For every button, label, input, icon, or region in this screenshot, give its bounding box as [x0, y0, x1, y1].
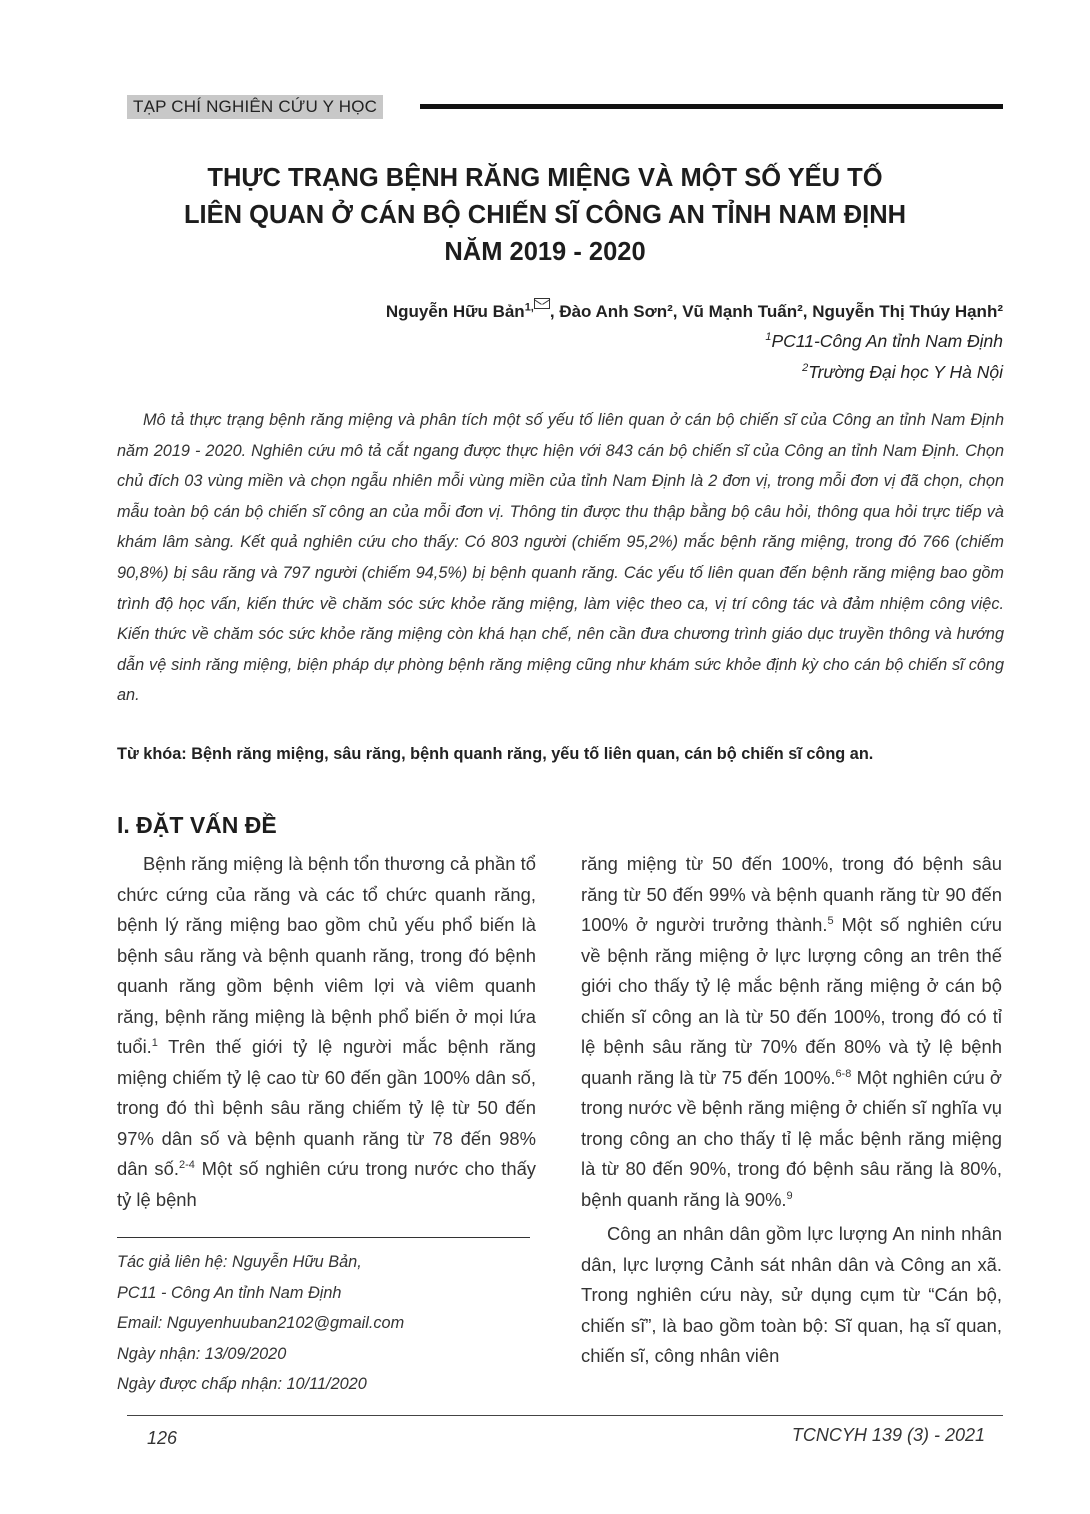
section-heading: I. ĐẶT VẤN ĐỀ — [117, 812, 277, 838]
affiliation-2-text: Trường Đại học Y Hà Nội — [808, 362, 1003, 382]
page-number: 126 — [147, 1428, 178, 1448]
citation: 9 — [786, 1189, 793, 1202]
left-column — [117, 849, 536, 1215]
text-run: Bệnh răng miệng là bệnh tổn thương cả phần tổ chức cứng của răng và các tổ chức quanh răng, bệnh lý răng miệng bao gồm chủ yếu phổ biến là bệnh sâu răng và bệnh quanh răng, trong đó bệnh quanh răng gồm bệnh viêm lợi và viêm quanh răng, bệnh răng miệng là bệnh phổ biến ở mọi lứa tuổi. — [117, 853, 536, 1057]
affiliation-2 — [802, 362, 1003, 383]
title-line-3: NĂM 2019 - 2020 — [444, 238, 646, 266]
footer-rule — [127, 1415, 1003, 1416]
paper-title — [100, 160, 990, 271]
footnote-email[interactable]: Email: Nguyenhuuban2102@gmail.com — [117, 1314, 405, 1332]
citation: 1 — [151, 1036, 158, 1049]
citation: 6-8 — [835, 1067, 852, 1080]
right-paragraph-1 — [581, 849, 1002, 1215]
citation: 5 — [827, 914, 834, 927]
header-rule — [420, 104, 1003, 109]
right-column — [581, 849, 1002, 1372]
other-authors: , Đào Anh Sơn², Vũ Mạnh Tuấn², Nguyễn Thị Thúy Hạnh² — [549, 302, 1003, 321]
email-icon — [534, 298, 550, 309]
text-run: Trên thế giới tỷ lệ người mắc bệnh răng miệng chiếm tỷ lệ cao từ 60 đến gần 100% dân số, trong đó thì bệnh sâu răng chiếm tỷ lệ từ 50 đến 97% dân số và bệnh quanh răng từ 78 đến 98% dân số. — [117, 1036, 536, 1179]
left-paragraph — [117, 849, 536, 1215]
footnote-org: PC11 - Công An tỉnh Nam Định — [117, 1283, 342, 1302]
footnote-rule — [117, 1237, 530, 1238]
title-line-1: THỰC TRẠNG BỆNH RĂNG MIỆNG VÀ MỘT SỐ YẾU TỐ — [207, 164, 883, 192]
affiliation-1-text: PC11-Công An tỉnh Nam Định — [771, 331, 1003, 351]
affiliation-1 — [765, 331, 1003, 352]
affiliation-2-sup: 2 — [802, 362, 809, 375]
text-run: Một số nghiên cứu trong nước cho thấy tỷ lệ bệnh — [117, 1158, 536, 1210]
footnote-accepted: Ngày được chấp nhận: 10/11/2020 — [117, 1375, 367, 1393]
footnote-contact: Tác giả liên hệ: Nguyễn Hữu Bản, — [117, 1253, 362, 1271]
citation: 2-4 — [178, 1158, 195, 1171]
text-run: Một số nghiên cứu về bệnh răng miệng ở lực lượng công an trên thế giới cho thấy tỷ lệ mắc bệnh răng miệng ở cán bộ chiến sĩ công an là từ 50 đến 100%, trong đó có tỉ lệ bệnh sâu răng từ 70% đến 80% và tỷ lệ bệnh quanh răng là từ 75 đến 100%. — [581, 914, 1002, 1088]
title-line-2: LIÊN QUAN Ở CÁN BỘ CHIẾN SĨ CÔNG AN TỈNH NAM ĐỊNH — [183, 201, 907, 229]
journal-tag: TẠP CHÍ NGHIÊN CỨU Y HỌC — [127, 95, 383, 119]
text-run: răng miệng từ 50 đến 100%, trong đó bệnh sâu răng từ 50 đến 99% và bệnh quanh răng từ 90 đến 100% ở người trưởng thành. — [581, 853, 1002, 935]
keywords: Từ khóa: Bệnh răng miệng, sâu răng, bệnh quanh răng, yếu tố liên quan, cán bộ chiến sĩ công an. — [117, 745, 874, 763]
corresponding-author-note — [117, 1247, 537, 1400]
author-1: Nguyễn Hữu Bản — [385, 302, 525, 321]
author-1-sup: 1, — [524, 301, 534, 314]
right-paragraph-2: Công an nhân dân gồm lực lượng An ninh nhân dân, lực lượng Cảnh sát nhân dân và Công an xã. Trong nghiên cứu này, sử dụng cụm từ “Cán bộ, chiến sĩ”, là bao gồm toàn bộ: Sĩ quan, hạ sĩ quan, chiến sĩ, công nhân viên — [581, 1223, 1002, 1366]
footnote-received: Ngày nhận: 13/09/2020 — [117, 1344, 287, 1363]
journal-reference: TCNCYH 139 (3) - 2021 — [791, 1425, 985, 1445]
author-list — [386, 298, 1003, 322]
abstract: Mô tả thực trạng bệnh răng miệng và phân tích một số yếu tố liên quan ở cán bộ chiến sĩ của Công an tỉnh Nam Định năm 2019 - 2020. Nghiên cứu mô tả cắt ngang được thực hiện với 843 cán bộ chiến sĩ của Công an tỉnh Nam Định. Chọn chủ đích 03 vùng miền và chọn ngẫu nhiên mỗi vùng miền của tỉnh Nam Định là 2 đơn vị, trong mỗi đơn vị đã chọn, chọn mẫu toàn bộ cán bộ chiến sĩ công an của mỗi đơn vị. Thông tin được thu thập bằng bộ câu hỏi, thông qua hỏi trực tiếp và khám lâm sàng. Kết quả nghiên cứu cho thấy: Có 803 người (chiếm 95,2%) mắc bệnh răng miệng, trong đó 766 (chiếm 90,8%) bị sâu răng và 797 người (chiếm 94,5%) bị bệnh quanh răng. Các yếu tố liên quan đến bệnh răng miệng bao gồm trình độ học vấn, kiến thức về chăm sóc sức khỏe răng miệng, làm việc theo ca, vị trí công tác và đảm nhiệm công việc. Kiến thức về chăm sóc sức khỏe răng miệng còn khá hạn chế, nên cần đưa chương trình giáo dục truyền thông và hướng dẫn vệ sinh răng miệng, biện pháp dự phòng bệnh răng miệng cũng như khám sức khỏe định kỳ cho cán bộ chiến sĩ công an. — [117, 411, 1004, 705]
affiliation-1-sup: 1 — [765, 331, 772, 344]
text-run: Một nghiên cứu ở trong nước về bệnh răng miệng ở chiến sĩ nghĩa vụ trong công an cho thấy tỉ lệ mắc bệnh răng miệng là từ 80 đến 90%, trong đó bệnh sâu răng là 80%, bệnh quanh răng là 90%. — [581, 1066, 1002, 1210]
